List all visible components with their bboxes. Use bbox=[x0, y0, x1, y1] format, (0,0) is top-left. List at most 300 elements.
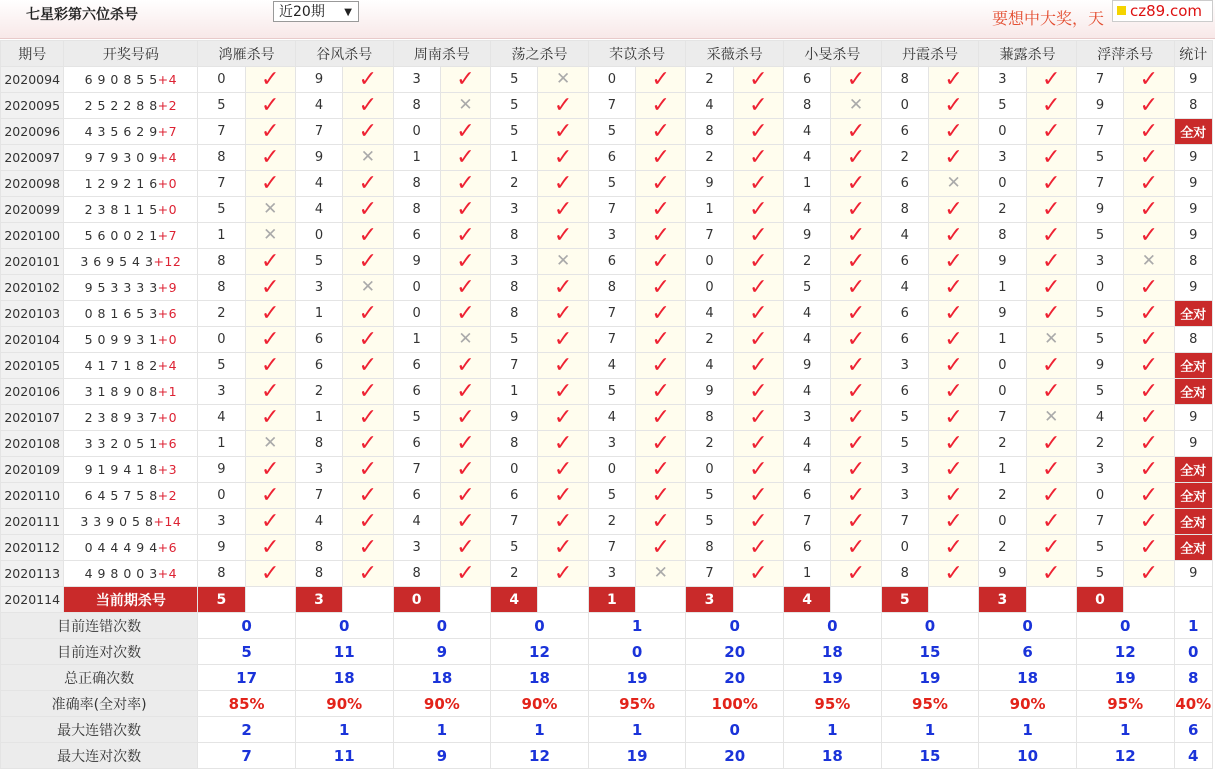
check-icon bbox=[440, 457, 490, 483]
top-bar bbox=[0, 0, 1215, 39]
draw-digits: 3 6 9 5 4 3 bbox=[80, 254, 154, 269]
summary-value: 5 bbox=[198, 639, 296, 665]
check-icon bbox=[831, 145, 881, 171]
kill-number-cell: 2 bbox=[491, 171, 538, 197]
stat-cell: 9 bbox=[1174, 145, 1212, 171]
kill-number-cell: 4 bbox=[295, 93, 342, 119]
kill-number-cell: 3 bbox=[295, 457, 342, 483]
draw-plus: +1 bbox=[157, 384, 178, 399]
draw-number-cell bbox=[64, 483, 198, 509]
check-icon bbox=[245, 457, 295, 483]
check-icon bbox=[538, 353, 588, 379]
period-cell: 2020107 bbox=[1, 405, 64, 431]
cross-icon bbox=[831, 93, 881, 119]
summary-value: 0 bbox=[784, 613, 882, 639]
current-kill-blank bbox=[928, 587, 978, 613]
table-row bbox=[1, 509, 1213, 535]
check-icon bbox=[1124, 93, 1174, 119]
draw-plus: +0 bbox=[157, 202, 178, 217]
check-icon bbox=[1124, 457, 1174, 483]
kill-number-cell: 5 bbox=[295, 249, 342, 275]
kill-number-cell: 4 bbox=[686, 301, 733, 327]
check-icon bbox=[928, 327, 978, 353]
kill-number-cell: 1 bbox=[491, 379, 538, 405]
kill-number-cell: 5 bbox=[491, 67, 538, 93]
kill-number-cell: 4 bbox=[588, 405, 635, 431]
check-icon bbox=[1124, 353, 1174, 379]
summary-value: 19 bbox=[588, 743, 686, 769]
kill-number-cell: 7 bbox=[1076, 509, 1123, 535]
check-icon bbox=[636, 457, 686, 483]
all-correct-badge: 全对 bbox=[1174, 119, 1212, 145]
kill-number-cell: 6 bbox=[881, 327, 928, 353]
check-icon bbox=[1124, 275, 1174, 301]
kill-number-cell: 7 bbox=[295, 119, 342, 145]
check-icon bbox=[831, 119, 881, 145]
check-icon bbox=[245, 379, 295, 405]
table-row bbox=[1, 405, 1213, 431]
summary-value: 12 bbox=[491, 743, 589, 769]
header-expert[interactable]: 周南杀号 bbox=[393, 41, 491, 67]
header-expert[interactable]: 丹霞杀号 bbox=[881, 41, 979, 67]
kill-number-cell: 2 bbox=[295, 379, 342, 405]
kill-number-cell: 8 bbox=[295, 561, 342, 587]
check-icon bbox=[538, 223, 588, 249]
kill-number-cell: 9 bbox=[979, 249, 1026, 275]
check-icon bbox=[1026, 275, 1076, 301]
summary-row bbox=[1, 639, 1213, 665]
check-icon bbox=[733, 171, 783, 197]
summary-stat: 4 bbox=[1174, 743, 1212, 769]
current-kill-blank bbox=[245, 587, 295, 613]
kill-number-cell: 0 bbox=[491, 457, 538, 483]
check-icon bbox=[636, 93, 686, 119]
kill-number-cell: 5 bbox=[881, 431, 928, 457]
kill-number-cell: 6 bbox=[393, 223, 440, 249]
check-icon bbox=[1124, 405, 1174, 431]
check-icon bbox=[733, 145, 783, 171]
kill-number-cell: 2 bbox=[979, 431, 1026, 457]
check-icon bbox=[343, 67, 393, 93]
kill-number-cell: 7 bbox=[198, 171, 245, 197]
kill-number-cell: 3 bbox=[491, 249, 538, 275]
site-logo[interactable] bbox=[1112, 0, 1213, 22]
all-correct-badge: 全对 bbox=[1174, 353, 1212, 379]
kill-number-cell: 8 bbox=[491, 431, 538, 457]
kill-number-cell: 7 bbox=[491, 509, 538, 535]
kill-number-cell: 2 bbox=[198, 301, 245, 327]
current-kill-number: 0 bbox=[1076, 587, 1123, 613]
check-icon bbox=[1124, 171, 1174, 197]
summary-value: 1 bbox=[295, 717, 393, 743]
kill-number-cell: 6 bbox=[588, 249, 635, 275]
kill-number-cell: 7 bbox=[588, 197, 635, 223]
summary-value: 6 bbox=[979, 639, 1077, 665]
kill-number-cell: 3 bbox=[588, 561, 635, 587]
check-icon bbox=[245, 353, 295, 379]
draw-number-cell bbox=[64, 327, 198, 353]
summary-value: 90% bbox=[979, 691, 1077, 717]
kill-number-cell: 4 bbox=[198, 405, 245, 431]
kill-number-cell: 8 bbox=[881, 561, 928, 587]
check-icon bbox=[343, 457, 393, 483]
kill-number-cell: 7 bbox=[588, 301, 635, 327]
summary-value: 0 bbox=[1076, 613, 1174, 639]
kill-number-cell: 0 bbox=[979, 379, 1026, 405]
kill-number-cell: 0 bbox=[198, 327, 245, 353]
check-icon bbox=[245, 93, 295, 119]
period-cell: 2020111 bbox=[1, 509, 64, 535]
kill-number-cell: 8 bbox=[198, 561, 245, 587]
summary-value: 95% bbox=[1076, 691, 1174, 717]
stat-cell: 8 bbox=[1174, 93, 1212, 119]
kill-number-cell: 6 bbox=[393, 379, 440, 405]
check-icon bbox=[538, 457, 588, 483]
summary-value: 7 bbox=[198, 743, 296, 769]
kill-number-cell: 0 bbox=[1076, 275, 1123, 301]
logo-text: cz89.com bbox=[1130, 2, 1203, 20]
all-correct-badge: 全对 bbox=[1174, 301, 1212, 327]
kill-number-cell: 0 bbox=[198, 67, 245, 93]
check-icon bbox=[636, 119, 686, 145]
draw-digits: 6 4 5 7 5 8 bbox=[84, 488, 158, 503]
current-kill-blank bbox=[733, 587, 783, 613]
check-icon bbox=[1026, 301, 1076, 327]
summary-row bbox=[1, 613, 1213, 639]
table-row bbox=[1, 353, 1213, 379]
summary-value: 1 bbox=[979, 717, 1077, 743]
kill-number-cell: 4 bbox=[784, 431, 831, 457]
kill-number-cell: 9 bbox=[979, 561, 1026, 587]
kill-number-cell: 3 bbox=[881, 457, 928, 483]
period-cell: 2020098 bbox=[1, 171, 64, 197]
check-icon bbox=[733, 431, 783, 457]
current-period-cell: 2020114 bbox=[1, 587, 64, 613]
check-icon bbox=[831, 405, 881, 431]
draw-number-cell bbox=[64, 249, 198, 275]
kill-number-cell: 3 bbox=[1076, 249, 1123, 275]
kill-number-cell: 7 bbox=[588, 535, 635, 561]
check-icon bbox=[245, 405, 295, 431]
kill-number-cell: 9 bbox=[198, 457, 245, 483]
check-icon bbox=[343, 535, 393, 561]
summary-value: 18 bbox=[784, 639, 882, 665]
summary-stat: 8 bbox=[1174, 665, 1212, 691]
kill-number-cell: 8 bbox=[491, 275, 538, 301]
table-row bbox=[1, 249, 1213, 275]
check-icon bbox=[636, 197, 686, 223]
check-icon bbox=[1026, 483, 1076, 509]
check-icon bbox=[928, 535, 978, 561]
range-select[interactable] bbox=[273, 1, 359, 22]
draw-digits: 9 1 9 4 1 8 bbox=[84, 462, 158, 477]
period-cell: 2020108 bbox=[1, 431, 64, 457]
table-row bbox=[1, 379, 1213, 405]
logo-square-icon bbox=[1117, 6, 1126, 15]
summary-value: 12 bbox=[1076, 639, 1174, 665]
check-icon bbox=[733, 249, 783, 275]
cross-icon bbox=[928, 171, 978, 197]
kill-number-cell: 8 bbox=[295, 535, 342, 561]
check-icon bbox=[928, 67, 978, 93]
summary-value: 95% bbox=[784, 691, 882, 717]
current-kill-blank bbox=[1026, 587, 1076, 613]
kill-number-cell: 1 bbox=[198, 223, 245, 249]
kill-number-cell: 0 bbox=[979, 353, 1026, 379]
kill-number-cell: 6 bbox=[881, 249, 928, 275]
stat-cell: 8 bbox=[1174, 327, 1212, 353]
header-expert[interactable]: 小旻杀号 bbox=[784, 41, 882, 67]
check-icon bbox=[538, 93, 588, 119]
all-correct-badge: 全对 bbox=[1174, 535, 1212, 561]
check-icon bbox=[733, 405, 783, 431]
cross-icon bbox=[245, 223, 295, 249]
summary-value: 0 bbox=[198, 613, 296, 639]
draw-digits: 0 4 4 4 9 4 bbox=[84, 540, 158, 555]
check-icon bbox=[245, 171, 295, 197]
check-icon bbox=[440, 509, 490, 535]
draw-plus: +2 bbox=[157, 98, 178, 113]
kill-number-cell: 5 bbox=[588, 171, 635, 197]
kill-number-cell: 2 bbox=[1076, 431, 1123, 457]
current-kill-blank bbox=[1124, 587, 1174, 613]
kill-number-cell: 1 bbox=[393, 145, 440, 171]
check-icon bbox=[1124, 535, 1174, 561]
kill-number-cell: 0 bbox=[393, 119, 440, 145]
kill-number-cell: 1 bbox=[979, 327, 1026, 353]
kill-number-cell: 6 bbox=[295, 327, 342, 353]
kill-number-cell: 6 bbox=[393, 353, 440, 379]
kill-number-cell: 4 bbox=[588, 353, 635, 379]
check-icon bbox=[245, 327, 295, 353]
check-icon bbox=[440, 249, 490, 275]
summary-value: 18 bbox=[979, 665, 1077, 691]
summary-value: 1 bbox=[393, 717, 491, 743]
check-icon bbox=[245, 483, 295, 509]
summary-stat: 1 bbox=[1174, 613, 1212, 639]
header-expert[interactable]: 浮萍杀号 bbox=[1076, 41, 1174, 67]
kill-number-cell: 1 bbox=[491, 145, 538, 171]
check-icon bbox=[440, 405, 490, 431]
all-correct-badge: 全对 bbox=[1174, 457, 1212, 483]
check-icon bbox=[1026, 431, 1076, 457]
draw-plus: +2 bbox=[157, 488, 178, 503]
check-icon bbox=[636, 275, 686, 301]
kill-number-cell: 2 bbox=[881, 145, 928, 171]
check-icon bbox=[733, 561, 783, 587]
draw-number-cell bbox=[64, 405, 198, 431]
check-icon bbox=[928, 119, 978, 145]
check-icon bbox=[1124, 561, 1174, 587]
kill-number-cell: 4 bbox=[295, 509, 342, 535]
kill-number-cell: 5 bbox=[588, 483, 635, 509]
cross-icon bbox=[343, 275, 393, 301]
check-icon bbox=[343, 119, 393, 145]
check-icon bbox=[440, 275, 490, 301]
kill-number-cell: 5 bbox=[881, 405, 928, 431]
kill-number-cell: 8 bbox=[979, 223, 1026, 249]
kill-number-cell: 6 bbox=[393, 483, 440, 509]
summary-value: 1 bbox=[588, 717, 686, 743]
current-kill-blank bbox=[831, 587, 881, 613]
kill-number-cell: 0 bbox=[393, 275, 440, 301]
kill-number-cell: 0 bbox=[1076, 483, 1123, 509]
kill-number-cell: 2 bbox=[686, 67, 733, 93]
kill-number-cell: 1 bbox=[784, 171, 831, 197]
check-icon bbox=[1026, 353, 1076, 379]
check-icon bbox=[245, 301, 295, 327]
check-icon bbox=[1124, 197, 1174, 223]
draw-plus: +7 bbox=[157, 228, 178, 243]
summary-value: 19 bbox=[784, 665, 882, 691]
check-icon bbox=[1026, 93, 1076, 119]
table-row bbox=[1, 457, 1213, 483]
table-row bbox=[1, 145, 1213, 171]
check-icon bbox=[1124, 301, 1174, 327]
draw-number-cell bbox=[64, 431, 198, 457]
check-icon bbox=[636, 171, 686, 197]
draw-plus: +9 bbox=[157, 280, 178, 295]
check-icon bbox=[733, 535, 783, 561]
kill-number-cell: 3 bbox=[393, 535, 440, 561]
check-icon bbox=[636, 483, 686, 509]
kill-number-cell: 6 bbox=[881, 171, 928, 197]
summary-label: 准确率(全对率) bbox=[1, 691, 198, 717]
kill-number-cell: 7 bbox=[686, 223, 733, 249]
check-icon bbox=[733, 483, 783, 509]
check-icon bbox=[831, 327, 881, 353]
summary-value: 1 bbox=[784, 717, 882, 743]
kill-number-cell: 3 bbox=[491, 197, 538, 223]
check-icon bbox=[1124, 327, 1174, 353]
kill-number-cell: 8 bbox=[686, 405, 733, 431]
check-icon bbox=[538, 301, 588, 327]
table-row bbox=[1, 301, 1213, 327]
kill-number-cell: 7 bbox=[1076, 119, 1123, 145]
check-icon bbox=[538, 405, 588, 431]
kill-number-cell: 4 bbox=[881, 223, 928, 249]
header-expert[interactable]: 荡之杀号 bbox=[491, 41, 589, 67]
draw-number-cell bbox=[64, 457, 198, 483]
check-icon bbox=[733, 379, 783, 405]
draw-number-cell bbox=[64, 119, 198, 145]
kill-number-cell: 4 bbox=[686, 93, 733, 119]
kill-number-cell: 0 bbox=[588, 67, 635, 93]
check-icon bbox=[928, 431, 978, 457]
kill-number-cell: 8 bbox=[686, 535, 733, 561]
check-icon bbox=[538, 327, 588, 353]
kill-number-cell: 3 bbox=[881, 353, 928, 379]
summary-row bbox=[1, 743, 1213, 769]
summary-value: 1 bbox=[1076, 717, 1174, 743]
kill-number-cell: 9 bbox=[686, 379, 733, 405]
draw-plus: +4 bbox=[157, 358, 178, 373]
kill-number-cell: 7 bbox=[588, 93, 635, 119]
kill-number-cell: 9 bbox=[491, 405, 538, 431]
current-period-row bbox=[1, 587, 1213, 613]
table-row bbox=[1, 431, 1213, 457]
check-icon bbox=[733, 197, 783, 223]
current-kill-blank bbox=[440, 587, 490, 613]
stat-cell: 8 bbox=[1174, 249, 1212, 275]
summary-value: 85% bbox=[198, 691, 296, 717]
draw-number-cell bbox=[64, 379, 198, 405]
check-icon bbox=[343, 483, 393, 509]
cross-icon bbox=[1124, 249, 1174, 275]
summary-value: 11 bbox=[295, 743, 393, 769]
kill-number-cell: 0 bbox=[588, 457, 635, 483]
check-icon bbox=[245, 249, 295, 275]
summary-value: 12 bbox=[491, 639, 589, 665]
kill-number-cell: 5 bbox=[1076, 223, 1123, 249]
summary-value: 2 bbox=[198, 717, 296, 743]
kill-number-cell: 5 bbox=[784, 275, 831, 301]
summary-value: 11 bbox=[295, 639, 393, 665]
header-expert[interactable]: 芣苡杀号 bbox=[588, 41, 686, 67]
period-cell: 2020110 bbox=[1, 483, 64, 509]
kill-number-cell: 4 bbox=[784, 197, 831, 223]
kill-number-cell: 4 bbox=[784, 379, 831, 405]
cross-icon bbox=[1026, 327, 1076, 353]
check-icon bbox=[1124, 223, 1174, 249]
kill-number-cell: 8 bbox=[393, 561, 440, 587]
check-icon bbox=[343, 197, 393, 223]
kill-number-cell: 0 bbox=[881, 535, 928, 561]
draw-number-cell bbox=[64, 535, 198, 561]
kill-number-cell: 5 bbox=[686, 483, 733, 509]
kill-number-cell: 3 bbox=[881, 483, 928, 509]
check-icon bbox=[831, 223, 881, 249]
cross-icon bbox=[440, 93, 490, 119]
kill-number-cell: 9 bbox=[198, 535, 245, 561]
header-expert[interactable]: 蒹露杀号 bbox=[979, 41, 1077, 67]
kill-number-cell: 5 bbox=[686, 509, 733, 535]
summary-value: 15 bbox=[881, 743, 979, 769]
summary-value: 15 bbox=[881, 639, 979, 665]
kill-number-cell: 0 bbox=[686, 249, 733, 275]
check-icon bbox=[831, 353, 881, 379]
header-expert[interactable]: 采薇杀号 bbox=[686, 41, 784, 67]
check-icon bbox=[538, 171, 588, 197]
all-correct-badge: 全对 bbox=[1174, 509, 1212, 535]
draw-digits: 6 9 0 8 5 5 bbox=[84, 72, 158, 87]
check-icon bbox=[733, 327, 783, 353]
check-icon bbox=[440, 353, 490, 379]
kill-number-cell: 9 bbox=[784, 353, 831, 379]
kill-number-table bbox=[0, 40, 1213, 769]
current-kill-number: 1 bbox=[588, 587, 635, 613]
check-icon bbox=[733, 353, 783, 379]
summary-value: 0 bbox=[491, 613, 589, 639]
check-icon bbox=[343, 301, 393, 327]
cross-icon bbox=[245, 197, 295, 223]
kill-number-cell: 1 bbox=[295, 301, 342, 327]
check-icon bbox=[928, 457, 978, 483]
header-draw: 开奖号码 bbox=[64, 41, 198, 67]
header-expert[interactable]: 鸿雁杀号 bbox=[198, 41, 296, 67]
draw-plus: +4 bbox=[157, 72, 178, 87]
header-expert[interactable]: 谷风杀号 bbox=[295, 41, 393, 67]
draw-plus: +4 bbox=[157, 566, 178, 581]
check-icon bbox=[831, 301, 881, 327]
check-icon bbox=[636, 353, 686, 379]
kill-number-cell: 5 bbox=[491, 327, 538, 353]
summary-value: 1 bbox=[588, 613, 686, 639]
draw-digits: 2 3 8 9 3 7 bbox=[84, 410, 158, 425]
summary-value: 0 bbox=[393, 613, 491, 639]
stat-cell: 9 bbox=[1174, 67, 1212, 93]
kill-number-cell: 6 bbox=[784, 535, 831, 561]
